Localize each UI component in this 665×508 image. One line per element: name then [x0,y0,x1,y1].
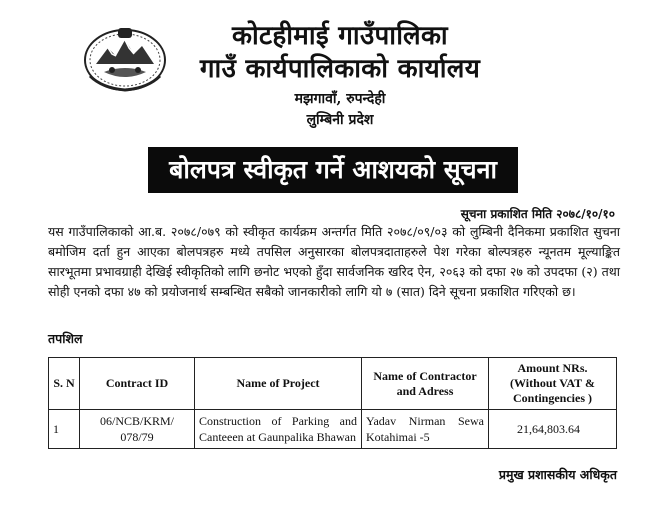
office-location: मझगावाँ, रुपन्देही [294,91,386,107]
signature: प्रमुख प्रशासकीय अधिकृत [498,467,617,482]
nepal-emblem-icon [82,20,168,94]
office-name: गाउँ कार्यपालिकाको कार्यालय [199,54,481,84]
publication-date: सूचना प्रकाशित मिति २०७८/१०/१० [460,207,615,221]
contract-table [48,357,617,449]
cell-project: Construction of Parking and Canteeen at Gaunpalika Bhawan [195,410,362,449]
header-project: Name of Project [195,358,362,410]
notice-title: बोलपत्र स्वीकृत गर्ने आशयको सूचना [148,147,518,193]
header-amount: Amount NRs. (Without VAT & Contingencies ) [489,358,617,410]
header-contract-id: Contract ID [80,358,195,410]
cell-amount: 21,64,803.64 [489,410,617,449]
province-name: लुम्बिनी प्रदेश [306,112,374,128]
office-header [180,20,500,130]
header-sn: S. N [49,358,80,410]
cell-contract-id: 06/NCB/KRM/ 078/79 [80,410,195,449]
header-contractor: Name of Contractor and Adress [362,358,489,410]
table-header-row [49,358,617,410]
cell-contractor: Yadav Nirman Sewa Kotahimai -5 [362,410,489,449]
cell-sn: 1 [49,410,80,449]
notice-body: यस गाउँपालिकाको आ.ब. २०७८/०७९ को स्वीकृत कार्यक्रम अन्तर्गत मिति २०७८/०९/०३ को लुम्बिनी दैनिकमा प्रकाशित सुचना बमोजिम दर्ता हुन आएका बोलपत्रहरु मध्ये तपसिल अनुसारका बोलपत्रदाताहरुले पेश गरेका बोल्पत्रहरु न्यूनतम मूल्याङ्कित सारभूतमा प्रभावग्राही देखिई स्वीकृतिको लागि छनोट भएको हुँदा सार्वजनिक खरिद ऐन, २०६३ को दफा २७ को उपदफा (२) तथा सोही एनको दफा ४७ को प्रयोजनार्थ सम्बन्धित सबैको जानकारीको लागि यो ७ (सात) दिने सूचना प्रकाशित गरिएको छ। [48,224,620,299]
table-row [49,410,617,449]
details-label: तपशिल [48,331,83,346]
municipality-name: कोटहीमाई गाउँपालिका [232,21,448,51]
